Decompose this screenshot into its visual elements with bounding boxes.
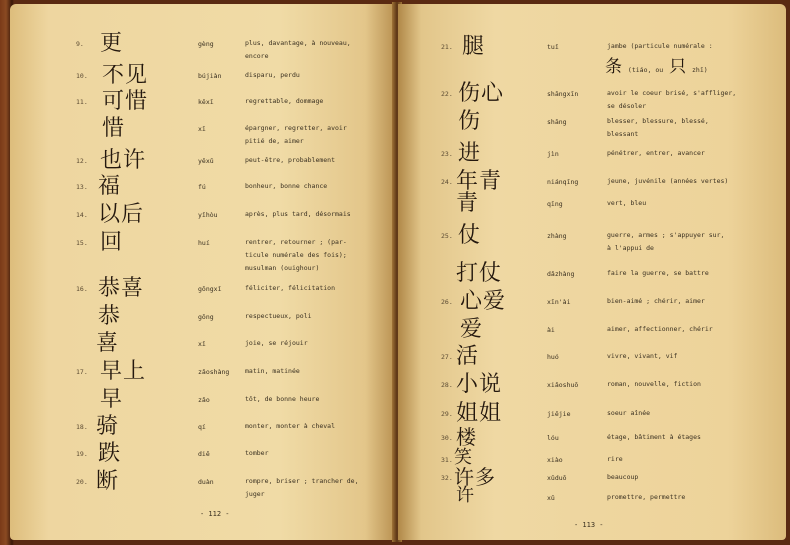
- pinyin: yěxǔ: [198, 157, 214, 165]
- entry-number: 11.: [76, 98, 88, 106]
- hanzi-characters: 楼: [456, 425, 477, 449]
- entry-number: 23.: [441, 150, 453, 158]
- hanzi-characters: 早: [100, 387, 124, 412]
- entry-number: 19.: [76, 450, 88, 458]
- hanzi-characters: 进: [458, 141, 482, 166]
- french-meaning: monter, monter à cheval: [245, 422, 336, 430]
- pinyin: kěxī: [198, 98, 214, 106]
- french-meaning: bien-aimé ; chérir, aimer: [607, 297, 705, 305]
- pinyin: gèng: [198, 40, 214, 48]
- pinyin: xǔ: [547, 494, 555, 502]
- pinyin: niánqīng: [547, 178, 579, 186]
- entry-number: 18.: [76, 423, 88, 431]
- pinyin: bújiàn: [198, 72, 222, 80]
- entry-number: 22.: [441, 90, 453, 98]
- french-meaning: beaucoup: [607, 473, 639, 481]
- hanzi-characters: 也许: [100, 148, 147, 173]
- pinyin: xī: [198, 125, 206, 133]
- pinyin: gōng: [198, 313, 214, 321]
- entry-number: 13.: [76, 183, 88, 191]
- french-meaning: jeune, juvénile (années vertes): [607, 177, 729, 185]
- hanzi-characters: 许: [456, 485, 475, 506]
- french-meaning: pénétrer, entrer, avancer: [607, 149, 705, 157]
- french-meaning: rompre, briser ; trancher de, juger: [245, 477, 359, 498]
- french-meaning: avoir le coeur brisé, s'affliger, se désoler: [607, 89, 737, 110]
- french-meaning: aimer, affectionner, chérir: [607, 325, 713, 333]
- french-meaning: regrettable, dommage: [245, 97, 324, 105]
- hanzi-characters: 腿: [462, 34, 486, 59]
- pinyin: xiào: [547, 456, 563, 464]
- entry-number: 32.: [441, 474, 453, 482]
- pinyin: diē: [198, 450, 210, 458]
- french-meaning: roman, nouvelle, fiction: [607, 380, 701, 388]
- hanzi-characters: 恭喜: [98, 276, 145, 301]
- hanzi-characters: 不见: [102, 63, 149, 88]
- french-meaning: bonheur, bonne chance: [245, 182, 328, 190]
- entry-number: 28.: [441, 381, 453, 389]
- entry-number: 25.: [441, 232, 453, 240]
- pinyin: qīng: [547, 200, 563, 208]
- hanzi-characters: 福: [98, 174, 122, 199]
- entry-number: 14.: [76, 211, 88, 219]
- french-meaning: épargner, regretter, avoir pitié de, aimer: [245, 124, 347, 145]
- entry-number: 15.: [76, 239, 88, 247]
- entry-number: 17.: [76, 368, 88, 376]
- hanzi-characters: 更: [100, 31, 124, 56]
- classifier-zhi: 只: [669, 57, 687, 77]
- french-meaning: soeur aînée: [607, 409, 651, 417]
- classifier-note: zhī): [692, 66, 708, 74]
- french-meaning: matin, matinée: [245, 367, 300, 375]
- pinyin: zǎo: [198, 396, 210, 404]
- entry-number: 20.: [76, 478, 88, 486]
- hanzi-characters: 以后: [98, 202, 145, 227]
- hanzi-characters: 许多: [454, 465, 496, 489]
- entry-number: 31.: [441, 456, 453, 464]
- french-meaning: vert, bleu: [607, 199, 647, 207]
- hanzi-characters: 活: [456, 344, 480, 369]
- french-meaning: guerre, armes ; s'appuyer sur, à l'appui de: [607, 231, 725, 252]
- pinyin: fú: [198, 183, 206, 191]
- pinyin: ài: [547, 326, 555, 334]
- pinyin: duàn: [198, 478, 214, 486]
- hanzi-characters: 仗: [458, 223, 482, 248]
- pinyin: xǔduō: [547, 474, 567, 482]
- french-meaning: rentrer, retourner ; (par- ticule numérale des fois); musulman (ouighour): [245, 238, 347, 272]
- hanzi-characters: 姐姐: [456, 401, 503, 426]
- pinyin: jiějie: [547, 410, 571, 418]
- hanzi-characters: 心爱: [460, 289, 507, 314]
- french-meaning: faire la guerre, se battre: [607, 269, 709, 277]
- classifier-tiao: 条: [605, 57, 622, 77]
- french-meaning: disparu, perdu: [245, 71, 300, 79]
- classifier-note: (tiáo, ou: [627, 66, 664, 74]
- hanzi-characters: 骑: [96, 414, 120, 439]
- entry-number: 21.: [441, 43, 453, 51]
- hanzi-characters: 伤: [458, 109, 482, 134]
- entry-number: 12.: [76, 157, 88, 165]
- french-meaning: après, plus tard, désormais: [245, 210, 351, 218]
- pinyin: lóu: [547, 434, 559, 442]
- entry-number: 24.: [441, 178, 453, 186]
- entry-number: 10.: [76, 72, 88, 80]
- french-meaning: tôt, de bonne heure: [245, 395, 320, 403]
- hanzi-characters: 喜: [96, 331, 120, 356]
- hanzi-characters: 笑: [454, 447, 473, 468]
- hanzi-characters: 回: [100, 230, 124, 255]
- pinyin: tuǐ: [547, 43, 559, 51]
- french-meaning: tomber: [245, 449, 269, 457]
- pinyin: xiǎoshuō: [547, 381, 579, 389]
- pinyin: zǎoshàng: [198, 368, 230, 376]
- hanzi-characters: 断: [96, 469, 120, 494]
- entry-number: 26.: [441, 298, 453, 306]
- french-meaning: joie, se réjouir: [245, 339, 308, 347]
- pinyin: xǐ: [198, 340, 206, 348]
- french-meaning-continued: [603, 57, 773, 77]
- pinyin: shāng: [547, 118, 567, 126]
- entry-number: 9.: [76, 40, 84, 48]
- pinyin: zhàng: [547, 232, 567, 240]
- french-meaning: vivre, vivant, vif: [607, 352, 678, 360]
- pinyin: qí: [198, 423, 206, 431]
- french-meaning: rire: [607, 455, 623, 463]
- hanzi-characters: 惜: [102, 116, 126, 141]
- hanzi-characters: 可惜: [102, 89, 149, 114]
- hanzi-characters: 年青: [456, 169, 503, 194]
- left-page: [10, 4, 396, 540]
- french-meaning: féliciter, félicitation: [245, 284, 336, 292]
- french-meaning: peut-être, probablement: [245, 156, 336, 164]
- hanzi-characters: 伤心: [458, 81, 505, 106]
- entry-number: 29.: [441, 410, 453, 418]
- pinyin: huí: [198, 239, 210, 247]
- entry-number: 27.: [441, 353, 453, 361]
- page-number: - 112 -: [200, 510, 230, 518]
- french-meaning: promettre, permettre: [607, 493, 686, 501]
- hanzi-characters: 小说: [456, 372, 503, 397]
- pinyin: yǐhòu: [198, 211, 218, 219]
- french-meaning: respectueux, poli: [245, 312, 312, 320]
- hanzi-characters: 恭: [98, 304, 122, 329]
- right-page: [398, 4, 786, 540]
- pinyin: gōngxǐ: [198, 285, 222, 293]
- french-meaning: blesser, blessure, blessé, blessant: [607, 117, 709, 138]
- entry-number: 30.: [441, 434, 453, 442]
- french-meaning: jambe (particule numérale :: [607, 42, 713, 50]
- hanzi-characters: 早上: [100, 359, 147, 384]
- hanzi-characters: 跌: [98, 441, 122, 466]
- page-number: - 113 -: [574, 521, 604, 529]
- pinyin: dǎzhàng: [547, 270, 575, 278]
- french-meaning: plus, davantage, à nouveau, encore: [245, 39, 351, 60]
- hanzi-characters: 打仗: [456, 261, 503, 286]
- pinyin: shāngxīn: [547, 90, 579, 98]
- pinyin: jìn: [547, 150, 559, 158]
- pinyin: huó: [547, 353, 559, 361]
- entry-number: 16.: [76, 285, 88, 293]
- hanzi-characters: 爱: [460, 317, 484, 342]
- french-meaning: étage, bâtiment à étages: [607, 433, 701, 441]
- pinyin: xīn'ài: [547, 298, 571, 306]
- hanzi-characters: 青: [456, 191, 480, 216]
